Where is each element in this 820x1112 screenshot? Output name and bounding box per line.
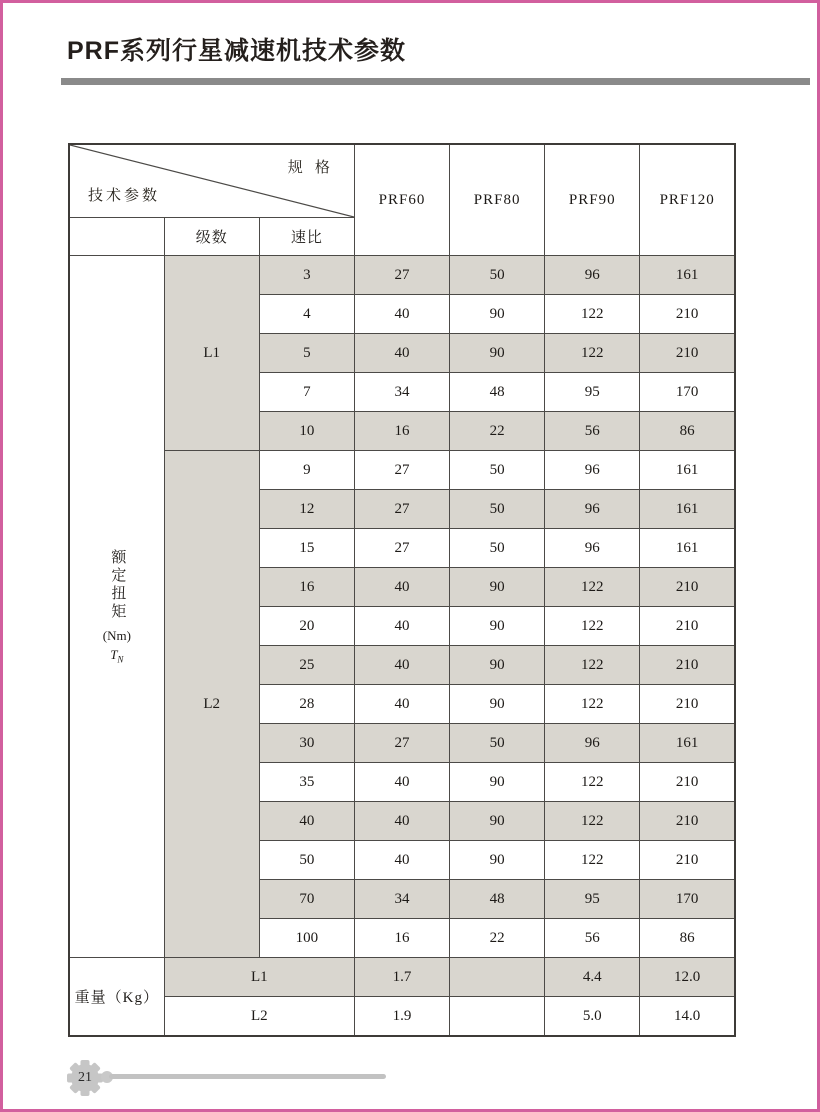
torque-symbol: $T_N$ — [110, 646, 124, 665]
stage-cell-L1: L1 — [164, 256, 259, 451]
corner-label-tech-params: 技术参数 — [88, 187, 161, 204]
torque-value-cell: 50 — [450, 724, 545, 763]
torque-value-cell: 90 — [450, 802, 545, 841]
torque-value-cell: 56 — [545, 412, 640, 451]
torque-value-cell: 50 — [450, 490, 545, 529]
ratio-header: 速比 — [259, 218, 354, 256]
torque-value-cell: 210 — [640, 841, 735, 880]
ratio-cell: 70 — [259, 880, 354, 919]
torque-value-cell: 96 — [545, 490, 640, 529]
torque-value-cell: 40 — [354, 295, 449, 334]
page-number-badge: 21 — [78, 1070, 92, 1085]
torque-value-cell: 90 — [450, 568, 545, 607]
column-header-prf60: PRF60 — [354, 144, 449, 256]
torque-value-cell: 56 — [545, 919, 640, 958]
ratio-cell: 28 — [259, 685, 354, 724]
ratio-cell: 7 — [259, 373, 354, 412]
header-row-1 — [69, 144, 735, 218]
torque-value-cell: 161 — [640, 256, 735, 295]
ratio-cell: 10 — [259, 412, 354, 451]
torque-value-cell: 22 — [450, 919, 545, 958]
ratio-cell: 30 — [259, 724, 354, 763]
torque-label — [70, 549, 164, 665]
torque-value-cell: 27 — [354, 256, 449, 295]
torque-value-cell: 170 — [640, 373, 735, 412]
torque-value-cell: 122 — [545, 568, 640, 607]
torque-value-cell: 86 — [640, 412, 735, 451]
ratio-cell: 35 — [259, 763, 354, 802]
torque-value-cell: 40 — [354, 763, 449, 802]
ratio-cell: 3 — [259, 256, 354, 295]
torque-value-cell: 40 — [354, 568, 449, 607]
spec-table — [68, 143, 736, 1037]
corner-label-spec: 规 格 — [287, 159, 334, 176]
torque-value-cell: 161 — [640, 490, 735, 529]
column-header-prf90: PRF90 — [545, 144, 640, 256]
weight-value-cell — [450, 997, 545, 1037]
torque-value-cell: 122 — [545, 295, 640, 334]
torque-value-cell: 210 — [640, 685, 735, 724]
weight-value-cell: 5.0 — [545, 997, 640, 1037]
title-underline-bar — [61, 78, 810, 85]
torque-value-cell: 122 — [545, 685, 640, 724]
torque-value-cell: 40 — [354, 841, 449, 880]
weight-value-cell — [450, 958, 545, 997]
diagonal-corner-cell — [69, 144, 354, 218]
torque-value-cell: 96 — [545, 256, 640, 295]
torque-vertical-text: 额定扭矩 — [109, 548, 126, 621]
torque-value-cell: 40 — [354, 802, 449, 841]
weight-row — [69, 997, 735, 1037]
torque-value-cell: 27 — [354, 724, 449, 763]
torque-value-cell: 40 — [354, 646, 449, 685]
torque-value-cell: 90 — [450, 763, 545, 802]
torque-value-cell: 96 — [545, 451, 640, 490]
torque-value-cell: 122 — [545, 841, 640, 880]
weight-value-cell: 1.7 — [354, 958, 449, 997]
torque-value-cell: 50 — [450, 256, 545, 295]
empty-header-cell — [69, 218, 164, 256]
footer-rule — [109, 1074, 386, 1079]
torque-value-cell: 22 — [450, 412, 545, 451]
torque-label-cell — [69, 256, 164, 958]
stages-header: 级数 — [164, 218, 259, 256]
weight-label-cell: 重量（Kg） — [69, 958, 164, 1037]
ratio-cell: 40 — [259, 802, 354, 841]
torque-value-cell: 170 — [640, 880, 735, 919]
torque-value-cell: 210 — [640, 568, 735, 607]
page-title: PRF系列行星减速机技术参数 — [67, 37, 407, 65]
torque-value-cell: 16 — [354, 412, 449, 451]
ratio-cell: 16 — [259, 568, 354, 607]
torque-value-cell: 34 — [354, 373, 449, 412]
torque-value-cell: 48 — [450, 880, 545, 919]
torque-value-cell: 34 — [354, 880, 449, 919]
column-header-prf120: PRF120 — [640, 144, 735, 256]
torque-row — [69, 451, 735, 490]
torque-unit: (Nm) — [102, 627, 131, 643]
torque-value-cell: 122 — [545, 802, 640, 841]
ratio-cell: 20 — [259, 607, 354, 646]
torque-value-cell: 161 — [640, 529, 735, 568]
torque-value-cell: 210 — [640, 607, 735, 646]
torque-value-cell: 122 — [545, 763, 640, 802]
weight-value-cell: 14.0 — [640, 997, 735, 1037]
weight-value-cell: 4.4 — [545, 958, 640, 997]
ratio-cell: 100 — [259, 919, 354, 958]
torque-value-cell: 90 — [450, 607, 545, 646]
weight-row — [69, 958, 735, 997]
torque-value-cell: 210 — [640, 646, 735, 685]
torque-value-cell: 95 — [545, 880, 640, 919]
torque-value-cell: 96 — [545, 724, 640, 763]
ratio-cell: 9 — [259, 451, 354, 490]
torque-value-cell: 161 — [640, 451, 735, 490]
weight-value-cell: 12.0 — [640, 958, 735, 997]
torque-value-cell: 90 — [450, 334, 545, 373]
torque-value-cell: 210 — [640, 334, 735, 373]
torque-value-cell: 90 — [450, 295, 545, 334]
torque-value-cell: 210 — [640, 295, 735, 334]
weight-stage-L1: L1 — [164, 958, 354, 997]
ratio-cell: 15 — [259, 529, 354, 568]
torque-value-cell: 86 — [640, 919, 735, 958]
torque-value-cell: 16 — [354, 919, 449, 958]
torque-value-cell: 95 — [545, 373, 640, 412]
torque-value-cell: 161 — [640, 724, 735, 763]
torque-value-cell: 90 — [450, 646, 545, 685]
weight-stage-L2: L2 — [164, 997, 354, 1037]
torque-value-cell: 40 — [354, 607, 449, 646]
torque-value-cell: 210 — [640, 763, 735, 802]
weight-value-cell: 1.9 — [354, 997, 449, 1037]
torque-value-cell: 27 — [354, 529, 449, 568]
torque-value-cell: 40 — [354, 334, 449, 373]
torque-value-cell: 122 — [545, 607, 640, 646]
torque-value-cell: 96 — [545, 529, 640, 568]
torque-value-cell: 50 — [450, 451, 545, 490]
torque-value-cell: 122 — [545, 646, 640, 685]
ratio-cell: 50 — [259, 841, 354, 880]
torque-value-cell: 40 — [354, 685, 449, 724]
torque-row — [69, 256, 735, 295]
ratio-cell: 12 — [259, 490, 354, 529]
stage-cell-L2: L2 — [164, 451, 259, 958]
ratio-cell: 5 — [259, 334, 354, 373]
torque-value-cell: 27 — [354, 490, 449, 529]
ratio-cell: 4 — [259, 295, 354, 334]
ratio-cell: 25 — [259, 646, 354, 685]
column-header-prf80: PRF80 — [450, 144, 545, 256]
torque-value-cell: 90 — [450, 685, 545, 724]
torque-value-cell: 122 — [545, 334, 640, 373]
torque-value-cell: 27 — [354, 451, 449, 490]
torque-value-cell: 48 — [450, 373, 545, 412]
torque-value-cell: 50 — [450, 529, 545, 568]
torque-value-cell: 210 — [640, 802, 735, 841]
torque-value-cell: 90 — [450, 841, 545, 880]
